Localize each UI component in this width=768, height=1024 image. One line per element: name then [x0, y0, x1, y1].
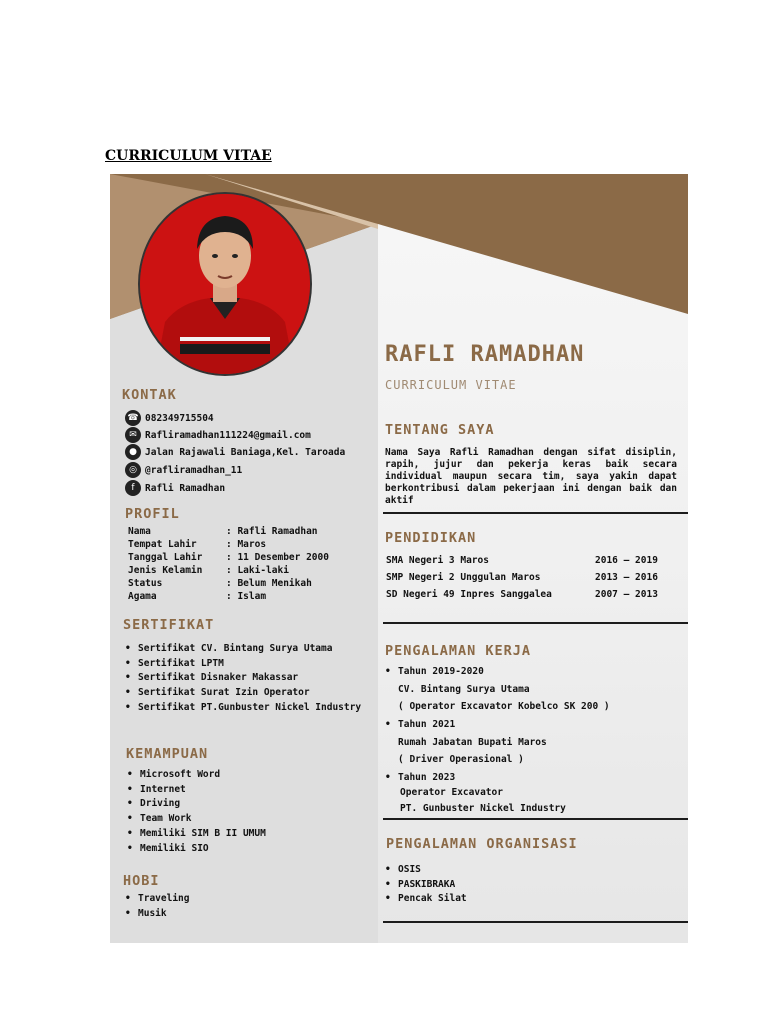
- contact-email-text: Rafliramadhan111224@gmail.com: [145, 429, 311, 441]
- phone-icon: ☎: [125, 410, 141, 426]
- list-item: • Sertifikat Disnaker Makassar: [125, 671, 375, 686]
- list-item: • Memiliki SIO: [127, 842, 367, 857]
- school-name: SMA Negeri 3 Maros: [386, 555, 489, 566]
- list-item: • PASKIBRAKA: [385, 878, 467, 893]
- contact-item-phone: [125, 410, 214, 426]
- list-item: • Tahun 2023: [385, 771, 455, 786]
- profil-key: Agama: [128, 591, 157, 602]
- list-item: • Musik: [125, 907, 365, 922]
- work-entry-line: CV. Bintang Surya Utama: [398, 684, 530, 695]
- section-divider: [383, 818, 688, 820]
- list-item: • Microsoft Word: [127, 768, 367, 783]
- kemampuan-title: KEMAMPUAN: [126, 746, 209, 762]
- pendidikan-row: [386, 589, 666, 600]
- full-name: RAFLI RAMADHAN: [385, 342, 585, 367]
- list-item: • OSIS: [385, 863, 467, 878]
- work-entry-line: Rumah Jabatan Bupati Maros: [398, 737, 547, 748]
- list-item: • Sertifikat PT.Gunbuster Nickel Industry: [125, 701, 375, 716]
- work-entry-year: [385, 665, 484, 680]
- profil-row: [128, 565, 376, 578]
- profil-row: [128, 526, 376, 539]
- list-item: • Sertifikat Surat Izin Operator: [125, 686, 375, 701]
- list-item: • Internet: [127, 783, 367, 798]
- tentang-title: TENTANG SAYA: [385, 422, 495, 438]
- list-item: • Team Work: [127, 812, 367, 827]
- work-entry-year: [385, 771, 455, 786]
- list-item: • Memiliki SIM B II UMUM: [127, 827, 367, 842]
- instagram-icon: ◎: [125, 462, 141, 478]
- pendidikan-title: PENDIDIKAN: [385, 530, 477, 546]
- organisasi-title: PENGALAMAN ORGANISASI: [386, 836, 578, 852]
- list-item: • Sertifikat CV. Bintang Surya Utama: [125, 642, 333, 657]
- sertifikat-title: SERTIFIKAT: [123, 617, 215, 633]
- profil-value: : Laki-laki: [226, 565, 289, 576]
- school-years: 2007 – 2013: [595, 589, 658, 600]
- list-item: • Tahun 2019-2020: [385, 665, 484, 680]
- location-icon: ●: [125, 444, 141, 460]
- list-item: • Sertifikat LPTM: [125, 657, 375, 672]
- profil-value: : Islam: [226, 591, 267, 602]
- list-item: • Pencak Silat: [385, 892, 467, 907]
- pengalaman-kerja-title: PENGALAMAN KERJA: [385, 643, 532, 659]
- tentang-text: Nama Saya Rafli Ramadhan dengan sifat disiplin, rapih, jujur dan pekerja keras baik secara individual maupun secara tim, saya yakin dapat berkontribusi dalam pekerjaan ini dengan baik dan aktif: [385, 447, 677, 506]
- email-icon: ✉: [125, 427, 141, 443]
- section-divider: [383, 921, 688, 923]
- pendidikan-row: [386, 572, 666, 583]
- profil-row: [128, 552, 376, 565]
- list-item: • Traveling: [125, 892, 365, 907]
- profil-value: : Belum Menikah: [226, 578, 312, 589]
- contact-item-address: [125, 444, 345, 460]
- cv-sheet: [110, 174, 688, 943]
- kemampuan-list: [127, 768, 367, 856]
- work-entry-line: ( Driver Operasional ): [398, 754, 524, 765]
- organisasi-list: [385, 863, 467, 907]
- contact-instagram-text: @rafliramadhan_11: [145, 464, 243, 476]
- contact-facebook-text: Rafli Ramadhan: [145, 482, 226, 494]
- profil-row: [128, 591, 376, 604]
- list-item: • Driving: [127, 797, 367, 812]
- contact-title: KONTAK: [122, 387, 177, 403]
- profil-table: [128, 526, 376, 604]
- hobi-list: [125, 892, 365, 921]
- profil-value: : 11 Desember 2000: [226, 552, 329, 563]
- profil-value: : Rafli Ramadhan: [226, 526, 318, 537]
- profil-key: Nama: [128, 526, 151, 537]
- profil-key: Jenis Kelamin: [128, 565, 203, 576]
- section-divider: [383, 622, 688, 624]
- profil-key: Tanggal Lahir: [128, 552, 203, 563]
- document-heading: CURRICULUM VITAE: [105, 148, 272, 164]
- sertifikat-list: [125, 642, 375, 716]
- contact-phone-text: 082349715504: [145, 412, 214, 424]
- school-years: 2016 – 2019: [595, 555, 658, 566]
- profil-title: PROFIL: [125, 506, 180, 522]
- profil-row: [128, 539, 376, 552]
- facebook-icon: f: [125, 480, 141, 496]
- profil-key: Tempat Lahir: [128, 539, 197, 550]
- profil-key: Status: [128, 578, 163, 589]
- work-entry-line: PT. Gunbuster Nickel Industry: [400, 803, 566, 814]
- section-divider: [383, 512, 688, 514]
- list-item: • Tahun 2021: [385, 718, 455, 733]
- school-name: SMP Negeri 2 Unggulan Maros: [386, 572, 541, 583]
- contact-item-email: [125, 427, 311, 443]
- pendidikan-row: [386, 555, 666, 566]
- person-photo-icon: [140, 194, 310, 374]
- work-entry-line: Operator Excavator: [400, 787, 503, 798]
- work-entry-line: ( Operator Excavator Kobelco SK 200 ): [398, 701, 610, 712]
- contact-item-instagram: [125, 462, 242, 478]
- school-name: SD Negeri 49 Inpres Sanggalea: [386, 589, 552, 600]
- work-entry-year: [385, 718, 455, 733]
- hobi-title: HOBI: [123, 873, 160, 889]
- profil-value: : Maros: [226, 539, 267, 550]
- contact-address-text: Jalan Rajawali Baniaga,Kel. Taroada: [145, 446, 346, 458]
- school-years: 2013 – 2016: [595, 572, 658, 583]
- profil-row: [128, 578, 376, 591]
- contact-item-facebook: [125, 480, 225, 496]
- profile-photo: [138, 192, 312, 376]
- cv-subtitle: CURRICULUM VITAE: [385, 378, 517, 392]
